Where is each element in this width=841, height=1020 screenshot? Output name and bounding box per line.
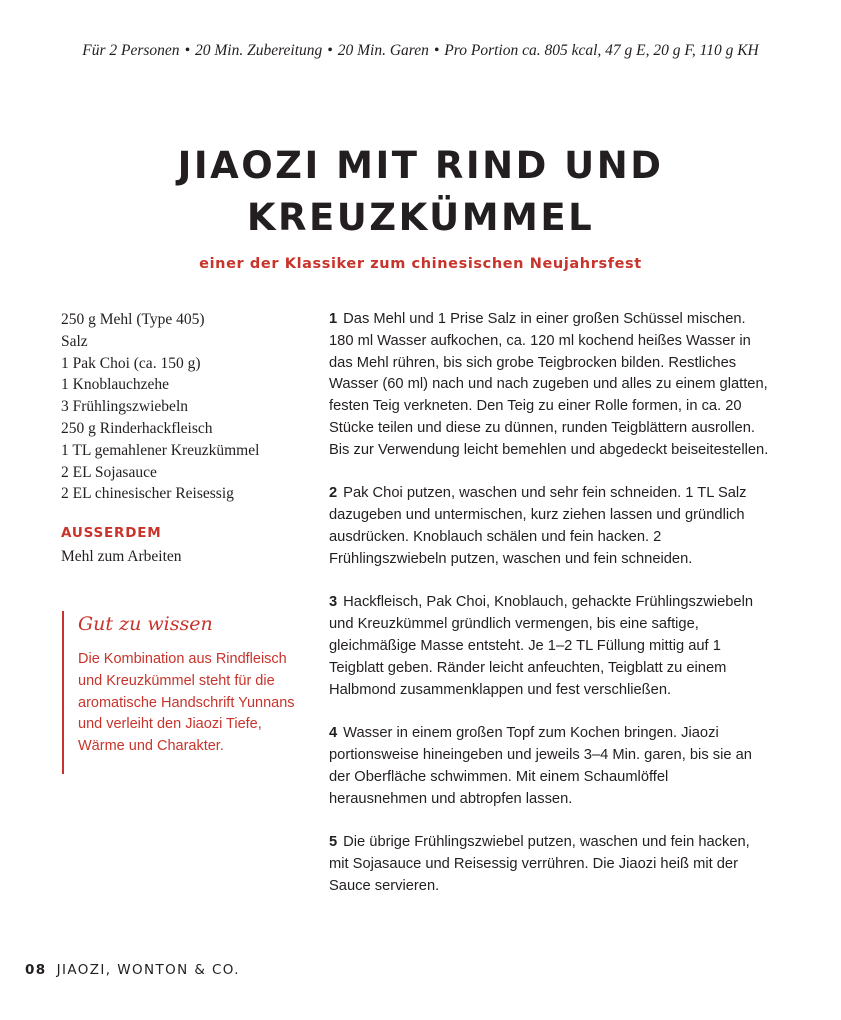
nutrition: Pro Portion ca. 805 kcal, 47 g E, 20 g F, 110 g KH <box>444 42 759 59</box>
prep-time: 20 Min. Zubereitung <box>195 42 323 59</box>
step-number: 1 <box>329 311 338 327</box>
ingredient-item: 2 EL Sojasauce <box>61 463 157 481</box>
step-item <box>329 592 769 701</box>
step-item <box>329 723 769 810</box>
step-text: Das Mehl und 1 Prise Salz in einer großen Schüssel mischen. 180 ml Wasser aufkochen, ca. 120 ml kochend heißes Wasser in das Mehl rühren, bis sich grobe Teigbrocken bilden. Restliches Wasser (60 ml) nach und nach zugeben und alles zu einem glatten, festen Teig verkneten. Den Teig zu einer Rolle formen, in ca. 20 Stücke teilen und diese zu dünnen, runden Teigblättern ausrollen. Bis zur Verwendung leicht bemehlen und abgedeckt beiseitestellen. <box>329 311 769 458</box>
ingredient-item: 250 g Mehl (Type 405) <box>61 311 205 328</box>
ingredient-item: 2 EL chinesischer Reisessig <box>61 485 234 503</box>
step-item <box>329 309 769 462</box>
tip-heading: Gut zu wissen <box>78 613 213 635</box>
title-line-1: JIAOZI MIT RIND UND <box>177 144 664 187</box>
ingredient-item: 1 Pak Choi (ca. 150 g) <box>61 354 201 372</box>
section-title: JIAOZI, WONTON & CO. <box>56 962 240 978</box>
extras-item: Mehl zum Arbeiten <box>61 548 182 565</box>
ingredient-item: 1 Knoblauchzehe <box>61 376 170 394</box>
step-item <box>329 483 769 570</box>
instruction-steps <box>329 309 769 919</box>
meta-separator: • <box>327 42 333 59</box>
tip-text: Die Kombination aus Rindfleisch und Kreuzkümmel steht für die aromatische Handschrift Yunnans und verleiht den Jiaozi Tiefe, Wärme und Charakter. <box>78 651 295 755</box>
ingredient-item: 1 TL gemahlener Kreuzkümmel <box>61 441 260 459</box>
recipe-title <box>0 140 841 244</box>
recipe-subtitle: einer der Klassiker zum chinesischen Neujahrsfest <box>199 256 642 272</box>
tip-box <box>62 611 300 774</box>
step-number: 2 <box>329 485 338 502</box>
step-number: 3 <box>329 594 338 611</box>
cook-time: 20 Min. Garen <box>337 42 429 59</box>
extras-heading: AUSSERDEM <box>61 525 162 541</box>
step-item <box>329 832 769 897</box>
ingredient-item: 3 Frühlingszwiebeln <box>61 398 188 416</box>
page-number: 08 <box>25 962 47 978</box>
meta-separator: • <box>433 42 440 59</box>
title-line-2: KREUZKÜMMEL <box>246 196 595 239</box>
step-number: 5 <box>329 834 338 851</box>
recipe-meta <box>0 42 841 60</box>
step-text: Hackfleisch, Pak Choi, Knoblauch, gehackte Frühlingszwiebeln und Kreuzkümmel gründlich vermengen, bis eine saftige, gleichmäßige Masse entsteht. Je 1–2 TL Füllung mittig auf 1 Teigblatt geben. Ränder leicht anfeuchten, Teigblatt zu einem Halbmond zusammenklappen und fest verschließen. <box>329 594 754 698</box>
step-number: 4 <box>329 725 338 742</box>
ingredient-item: Salz <box>61 332 88 350</box>
ingredient-list <box>61 309 301 505</box>
step-text: Wasser in einem großen Topf zum Kochen bringen. Jiaozi portionsweise hineingeben und jeweils 3–4 Min. garen, bis sie an der Oberfläche schwimmen. Mit einem Schaumlöffel herausnehmen und abtropfen lassen. <box>329 725 752 807</box>
step-text: Die übrige Frühlingszwiebel putzen, waschen und fein hacken, mit Sojasauce und Reisessig verrühren. Die Jiaozi heiß mit der Sauce servieren. <box>329 834 750 894</box>
step-text: Pak Choi putzen, waschen und sehr fein schneiden. 1 TL Salz dazugeben und untermischen, kurz ziehen lassen und gründlich ausdrücken. Knoblauch schälen und fein hacken. 2 Frühlingszwiebeln putzen, waschen und fein schneiden. <box>329 485 747 567</box>
servings: Für 2 Personen <box>82 42 180 59</box>
ingredient-item: 250 g Rinderhackfleisch <box>61 419 213 437</box>
meta-separator: • <box>184 42 190 59</box>
page-footer <box>25 962 240 978</box>
